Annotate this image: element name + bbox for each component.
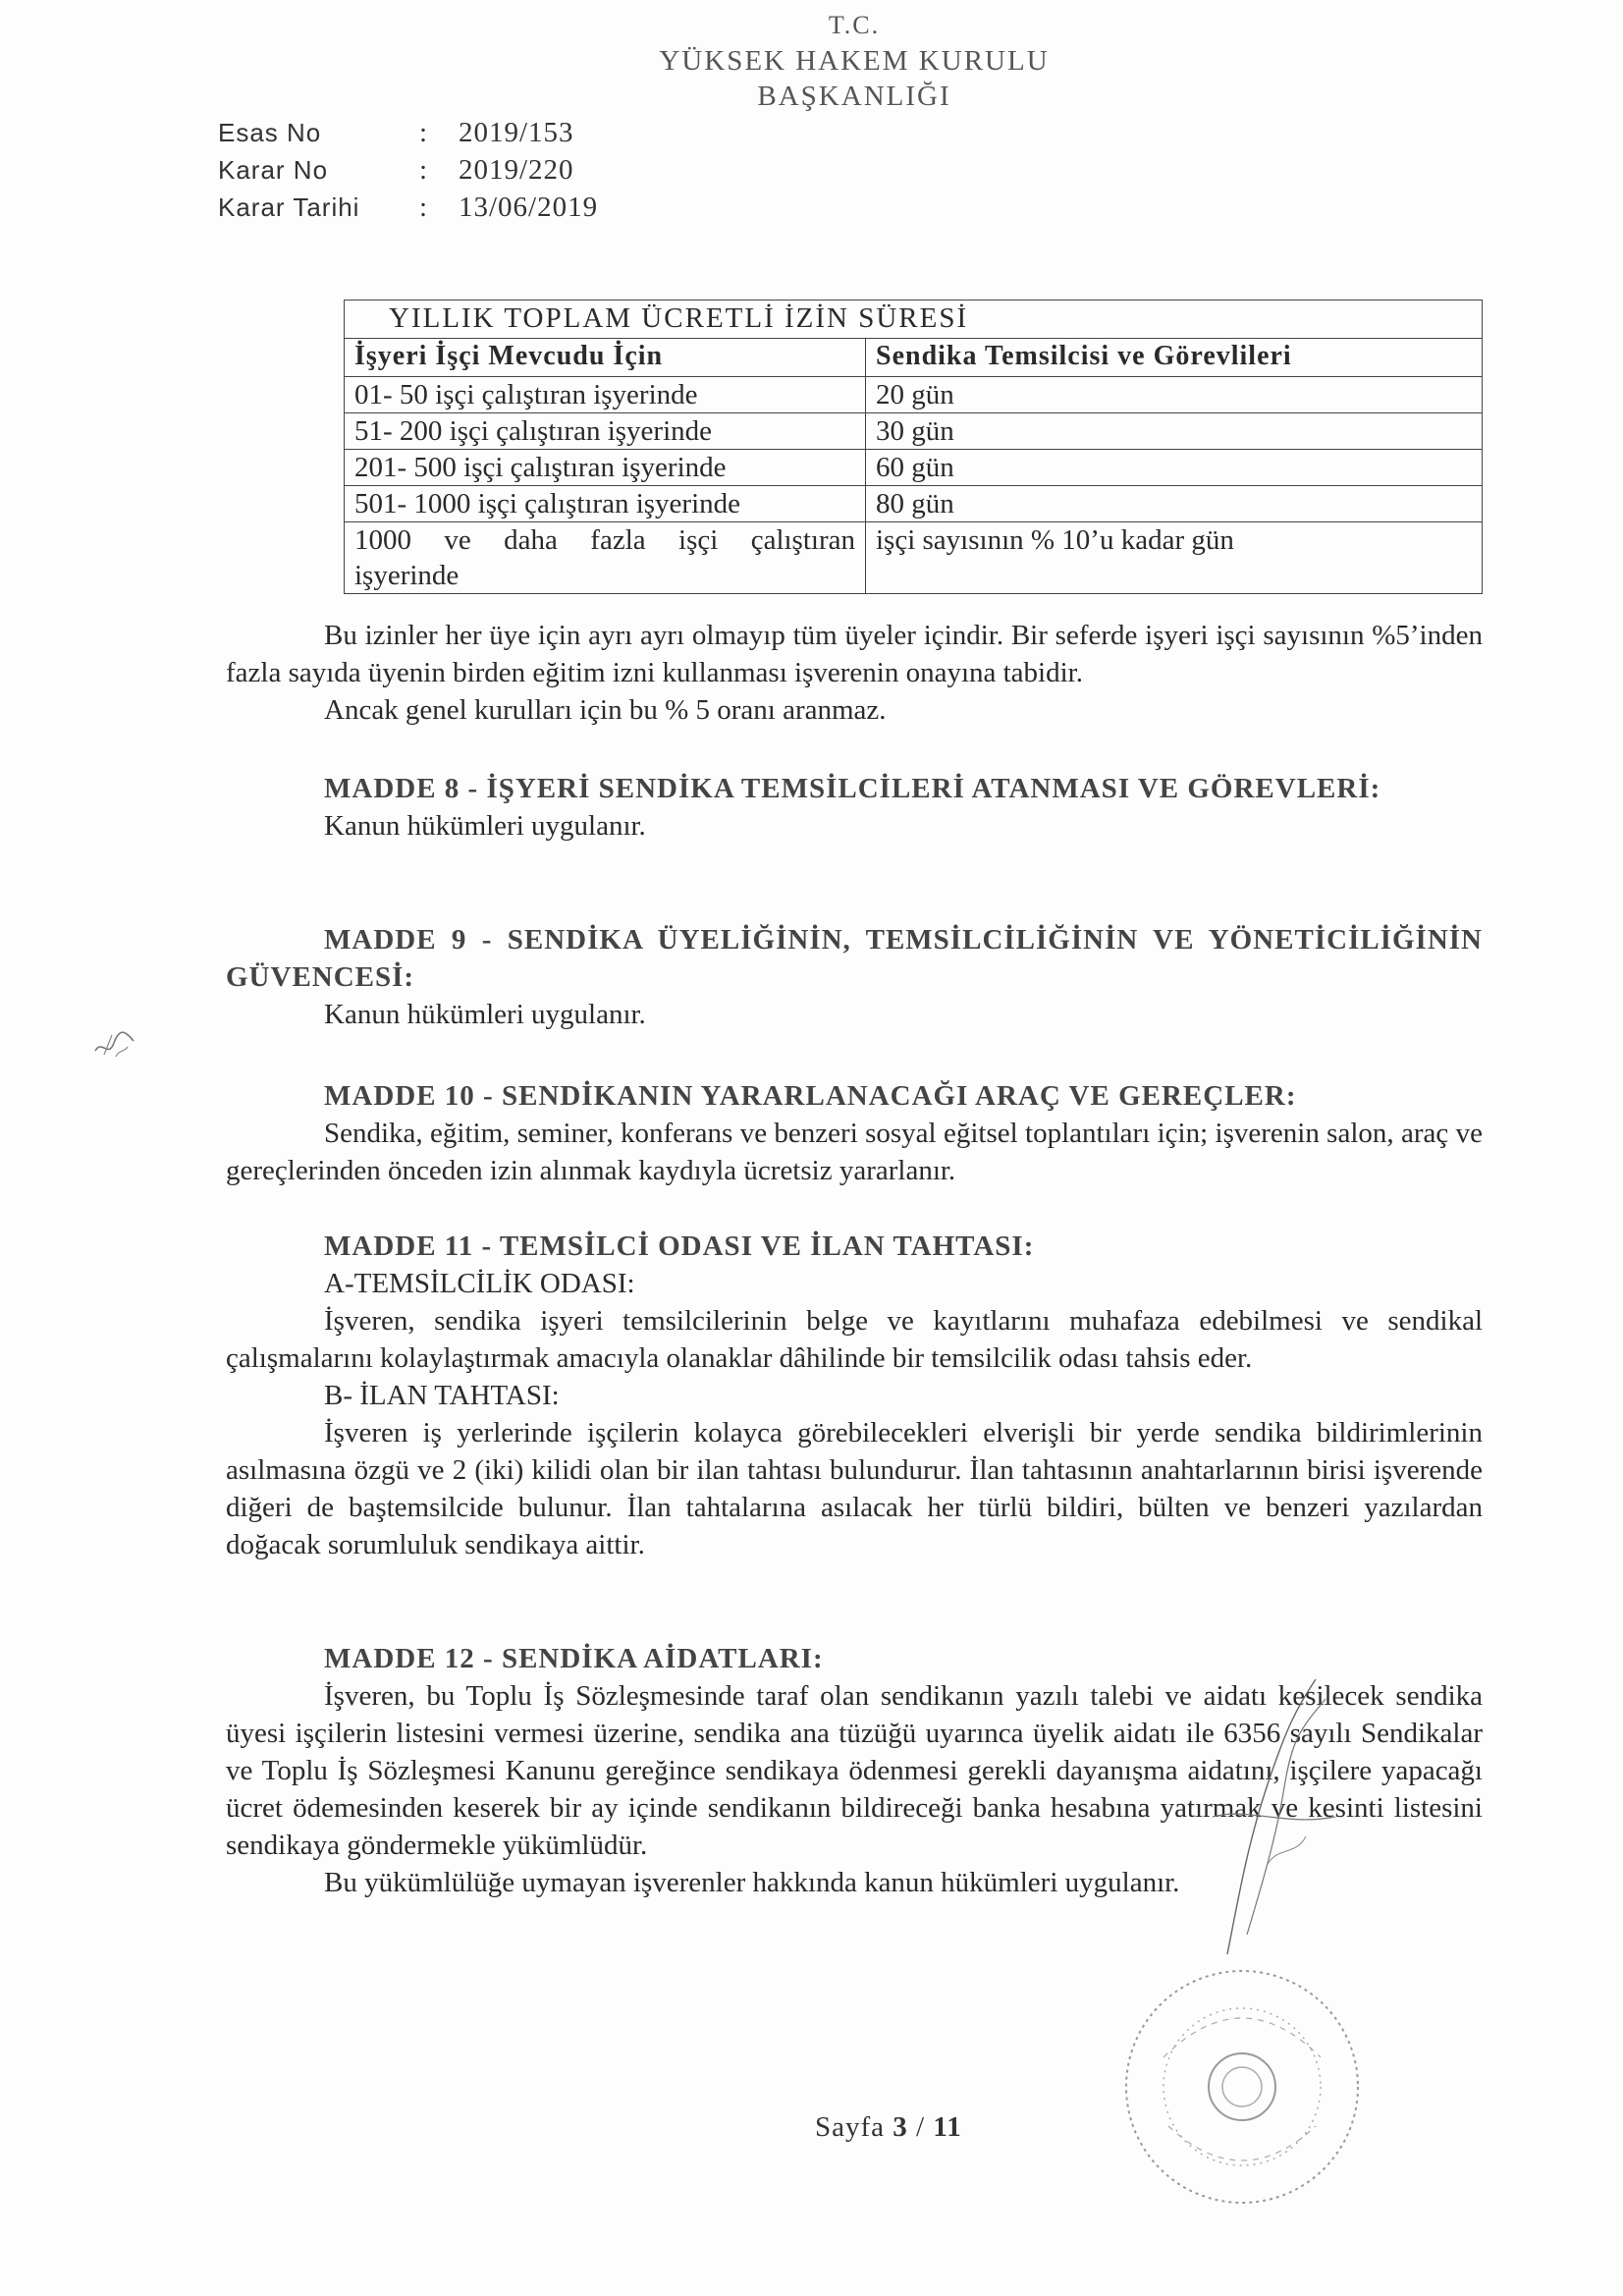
article-heading: MADDE 10 - SENDİKANIN YARARLANACAĞI ARAÇ VE GEREÇLER: bbox=[324, 1080, 1297, 1112]
table-cell: 01- 50 işçi çalıştıran işyerinde bbox=[345, 377, 866, 413]
table-cell bbox=[345, 522, 866, 594]
meta-row-karar bbox=[218, 151, 598, 189]
paragraph: İşveren, bu Toplu İş Sözleşmesinde taraf olan sendikanın yazılı talebi ve aidatı kesilecek sendika üyesi işçilerin listesini vermesi üzerine, sendika ana tüzüğü uyarınca üyelik aidatı ile 6356 sayılı Sendikalar ve Toplu İş Sözleşmesi Kanunu gereğince sendikaya ödenmesi gerekli dayanışma aidatını, işçilere yapacağı ücret ödemesinden keserek bir ay içinde sendikanın bildireceği banka hesabına yatırmak ve kesinti listesini sendikaya göndermekle yükümlüdür. bbox=[226, 1680, 1483, 1861]
page-number bbox=[815, 2111, 962, 2144]
meta-value: 2019/153 bbox=[459, 117, 574, 148]
column-header: Sendika Temsilcisi ve Görevlileri bbox=[866, 339, 1483, 377]
article-10 bbox=[226, 1077, 1483, 1189]
meta-row-esas bbox=[218, 114, 598, 151]
institution-header bbox=[609, 8, 1100, 114]
paragraph: İşveren iş yerlerinde işçilerin kolayca görebilecekleri elverişli bir yerde sendika bildirimlerinin asılmasına özgü ve 2 (iki) kilidi olan bir ilan tahtası bulundurur. İlan tahtasının anahtarlarının birisi işverende diğeri de baştemsilcide bulunur. İlan tahtalarına asılacak her türlü bildiri, bülten ve benzeri yazılardan doğacak sorumluluk sendikaya aittir. bbox=[226, 1417, 1483, 1560]
meta-label: Karar Tarihi bbox=[218, 192, 360, 222]
official-seal-stamp bbox=[1095, 1959, 1389, 2214]
table-row bbox=[345, 377, 1483, 413]
page-label: Sayfa bbox=[815, 2111, 886, 2143]
table-cell-line: 1000 ve daha fazla işçi çalıştıran bbox=[354, 524, 855, 556]
article-heading: MADDE 9 - SENDİKA ÜYELİĞİNİN, TEMSİLCİLİĞİNİN VE YÖNETİCİLİĞİNİN GÜVENCESİ: bbox=[226, 924, 1483, 993]
paragraph: Bu izinler her üye için ayrı ayrı olmayıp tüm üyeler içindir. Bir seferde işyeri işçi sayısının %5’inden fazla sayıda üyenin birden eğitim izni kullanması işverenin onayına tabidir. bbox=[226, 620, 1483, 688]
table-row bbox=[345, 522, 1483, 594]
paragraph: Bu yükümlülüğe uymayan işverenler hakkında kanun hükümleri uygulanır. bbox=[324, 1867, 1180, 1898]
signature-scribble bbox=[1208, 1669, 1345, 1964]
table-cell: 201- 500 işçi çalıştıran işyerinde bbox=[345, 450, 866, 486]
table-cell: işçi sayısının % 10’u kadar gün bbox=[866, 522, 1483, 594]
leave-duration-table bbox=[344, 300, 1483, 594]
subheading: B- İLAN TAHTASI: bbox=[324, 1380, 560, 1411]
paragraph: Kanun hükümleri uygulanır. bbox=[324, 810, 646, 842]
table-cell: 501- 1000 işçi çalıştıran işyerinde bbox=[345, 486, 866, 522]
meta-row-tarih bbox=[218, 189, 598, 226]
meta-colon: : bbox=[419, 154, 428, 186]
meta-colon: : bbox=[419, 117, 428, 148]
table-cell-line: işyerinde bbox=[354, 560, 460, 591]
table-cell: 30 gün bbox=[866, 413, 1483, 450]
column-header: İşyeri İşçi Mevcudu İçin bbox=[345, 339, 866, 377]
paragraph: Ancak genel kurulları için bu % 5 oranı aranmaz. bbox=[324, 694, 887, 726]
meta-value: 2019/220 bbox=[459, 154, 574, 186]
paragraph: İşveren, sendika işyeri temsilcilerinin belge ve kayıtlarını muhafaza edebilmesi ve sendikal çalışmalarını kolaylaştırmak amacıyla olanaklar dâhilinde bir temsilcilik odası tahsis eder. bbox=[226, 1305, 1483, 1374]
paragraph: Kanun hükümleri uygulanır. bbox=[324, 999, 646, 1030]
header-line-2: YÜKSEK HAKEM KURULU bbox=[659, 45, 1050, 77]
page-total: 11 bbox=[933, 2111, 962, 2143]
article-heading: MADDE 11 - TEMSİLCİ ODASI VE İLAN TAHTASI: bbox=[324, 1230, 1035, 1262]
meta-colon: : bbox=[419, 191, 428, 223]
meta-label: Karar No bbox=[218, 155, 329, 185]
meta-label: Esas No bbox=[218, 118, 322, 147]
meta-value: 13/06/2019 bbox=[459, 191, 599, 223]
article-11 bbox=[226, 1228, 1483, 1563]
article-9 bbox=[226, 921, 1483, 1033]
table-cell: 51- 200 işçi çalıştıran işyerinde bbox=[345, 413, 866, 450]
paragraph: Sendika, eğitim, seminer, konferans ve benzeri sosyal eğitsel toplantıları için; işverenin salon, araç ve gereçlerinden önceden izin alınmak kaydıyla ücretsiz yararlanır. bbox=[226, 1118, 1483, 1186]
page-separator: / bbox=[916, 2111, 926, 2143]
header-line-3: BAŞKANLIĞI bbox=[757, 81, 951, 112]
table-row bbox=[345, 486, 1483, 522]
case-metadata bbox=[218, 114, 598, 226]
table-cell: 60 gün bbox=[866, 450, 1483, 486]
subheading: A-TEMSİLCİLİK ODASI: bbox=[324, 1268, 635, 1299]
table-title: YILLIK TOPLAM ÜCRETLİ İZİN SÜRESİ bbox=[345, 301, 1483, 339]
article-8 bbox=[226, 770, 1483, 845]
table-cell: 20 gün bbox=[866, 377, 1483, 413]
margin-initial-mark bbox=[90, 1021, 139, 1066]
leave-notes bbox=[226, 617, 1483, 729]
article-heading: MADDE 8 - İŞYERİ SENDİKA TEMSİLCİLERİ ATANMASI VE GÖREVLERİ: bbox=[324, 773, 1381, 804]
page-current: 3 bbox=[893, 2111, 908, 2143]
table-header-row bbox=[345, 339, 1483, 377]
table-cell: 80 gün bbox=[866, 486, 1483, 522]
article-heading: MADDE 12 - SENDİKA AİDATLARI: bbox=[324, 1643, 824, 1674]
table-title-row bbox=[345, 301, 1483, 339]
header-line-1: T.C. bbox=[828, 11, 881, 39]
table-row bbox=[345, 413, 1483, 450]
table-row bbox=[345, 450, 1483, 486]
